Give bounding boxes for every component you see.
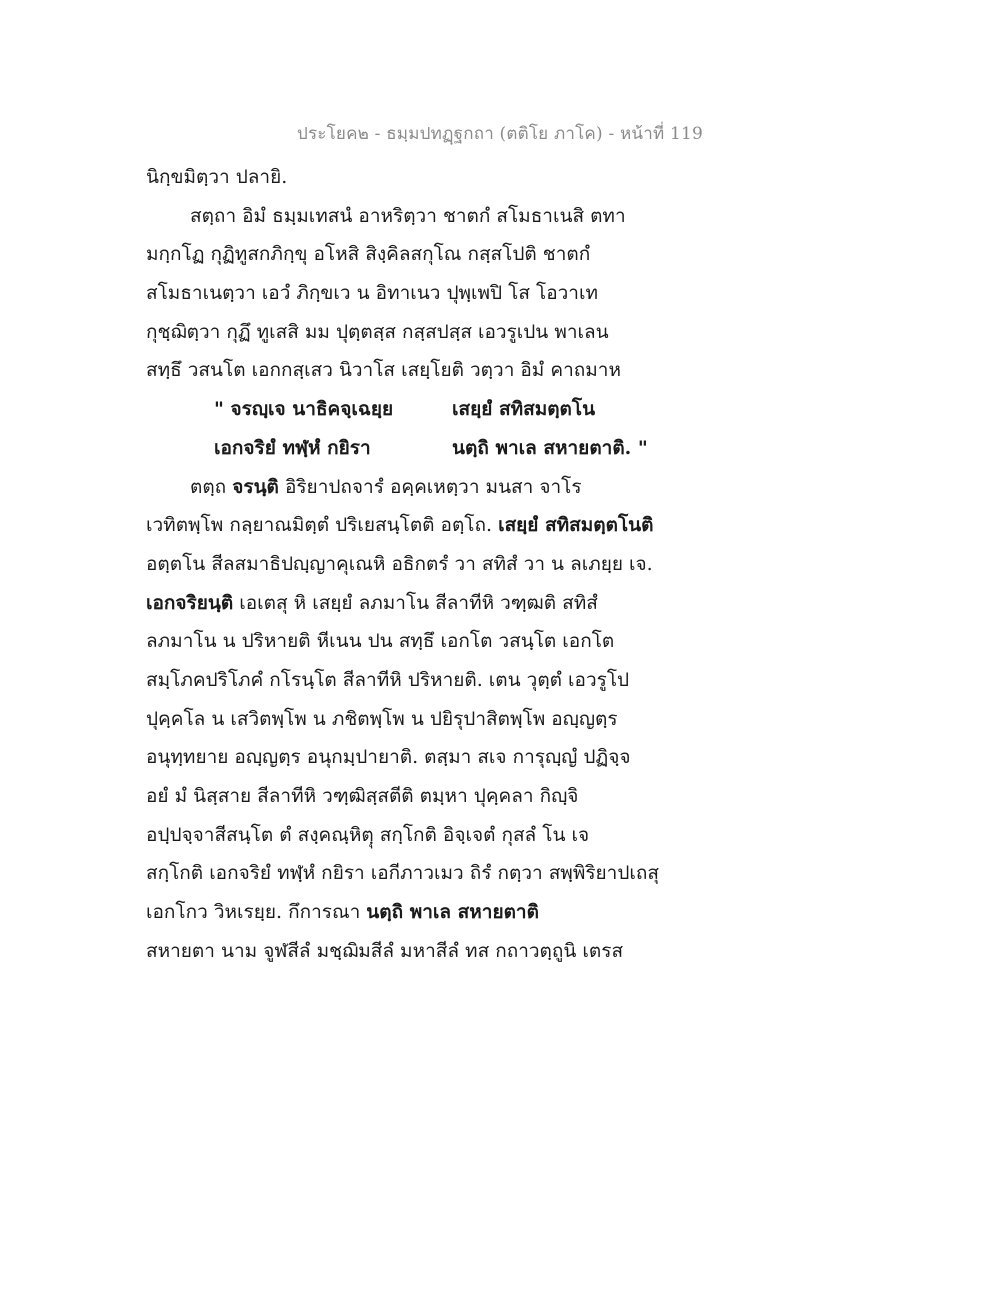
text-line: [146, 468, 666, 507]
text-line: อนุทฺทยาย อญฺญตฺร อนุกมฺปายาติ. ตสฺมา สเจ การุญฺญํ ปฏิจฺจ: [146, 746, 631, 769]
text-span: อิริยาปถจารํ อคฺคเหตฺวา มนสา จาโร: [278, 475, 582, 498]
text-line: อตฺตโน สีลสมาธิปญฺญาคุเณหิ อธิกตรํ วา สทิสํ วา น ลเภยฺย เจ.: [146, 552, 653, 575]
text-span: เวทิตพฺโพ กลฺยาณมิตฺตํ ปริเยสนฺโตติ อตฺโถ.: [146, 514, 499, 537]
text-line: ปุคฺคโล น เสวิตพฺโพ น ภชิตพฺโพ น ปยิรุปาสิตพฺโพ อญฺญตฺร: [146, 707, 618, 730]
bold-term: เสยฺยํ สทิสมตฺตโนติ: [498, 514, 654, 537]
bold-term: จรนฺติ: [232, 475, 279, 498]
running-header: ประโยค๒ - ธมฺมปทฏฺฐกถา (ตติโย ภาโค) - หน้าที่ 119: [296, 124, 704, 144]
text-line: สหายตา นาม จูฬสีลํ มชฺฌิมสีลํ มหาสีลํ ทส กถาวตฺถูนิ เตรส: [146, 939, 624, 962]
verse-half: " จรญฺเจ นาธิคจฺเฉยฺย: [214, 398, 394, 421]
text-line: สตฺถา อิมํ ธมฺมเทสนํ อาหริตฺวา ชาตกํ สโมธาเนสิ ตทา: [190, 204, 626, 227]
text-line: ลภมาโน น ปริหายติ หีเนน ปน สทฺธึ เอกโต วสนฺโต เอกโต: [146, 630, 615, 653]
text-span: ตตฺถ: [190, 475, 233, 498]
text-line: อปฺปจฺจาสีสนฺโต ตํ สงฺคณฺหิตฺุ สกฺโกติ อิจฺเจตํ กุสลํ โน เจ: [146, 823, 590, 846]
verse-half: เอกจริยํ ทฬฺหํ กยิรา: [214, 436, 371, 459]
text-line: มกฺกโฏ กุฏิทูสกภิกฺขุ อโหสิ สิงฺคิลสกุโณ กสฺสโปติ ชาตกํ: [146, 243, 591, 266]
text-line: นิกฺขมิตฺวา ปลายิ.: [146, 166, 288, 188]
text-span: เอเตสุ หิ เสยฺยํ ลภมาโน สีลาทีหิ วฑฺฒติ สทิสํ: [233, 591, 598, 614]
text-line: สกฺโกติ เอกจริยํ ทฬฺหํ กยิรา เอกีภาวเมว ถิรํ กตฺวา สพฺพิริยาปเถสุ: [146, 862, 660, 885]
verse-line: [146, 390, 666, 429]
verse-half: นตฺถิ พาเล สหายตาติ. ": [452, 436, 648, 459]
bold-term: เอกจริยนฺติ: [146, 591, 234, 614]
text-line: สมฺโภคปริโภคํ กโรนฺโต สีลาทีหิ ปริหายติ. เตน วุตฺตํ เอวรูโป: [146, 668, 630, 691]
text-span: เอกโกว วิหเรยฺย. กึการณา: [146, 901, 367, 924]
text-line: อยํ มํ นิสฺสาย สีลาทีหิ วฑฺฒิสฺสตีติ ตมฺหา ปุคฺคลา กิญฺจิ: [146, 785, 579, 807]
verse-line: [146, 429, 666, 468]
text-line: [146, 506, 666, 545]
bold-term: นตฺถิ พาเล สหายตาติ: [366, 901, 539, 924]
body-text: [146, 158, 666, 970]
text-line: สทฺธึ วสนโต เอกกสฺเสว นิวาโส เสยฺโยติ วตฺวา อิมํ คาถมาห: [146, 359, 621, 382]
text-line: สโมธาเนตฺวา เอวํ ภิกฺขเว น อิทาเนว ปุพฺเพปิ โส โอวาเท: [146, 282, 598, 305]
text-line: [146, 584, 666, 623]
text-line: [146, 893, 666, 932]
text-line: กุชฺฌิตฺวา กุฏึ ทูเสสิ มม ปุตฺตสฺส กสฺสปสฺส เอวรูเปน พาเลน: [146, 320, 609, 343]
verse-half: เสยฺยํ สทิสมตฺตโน: [452, 398, 596, 421]
